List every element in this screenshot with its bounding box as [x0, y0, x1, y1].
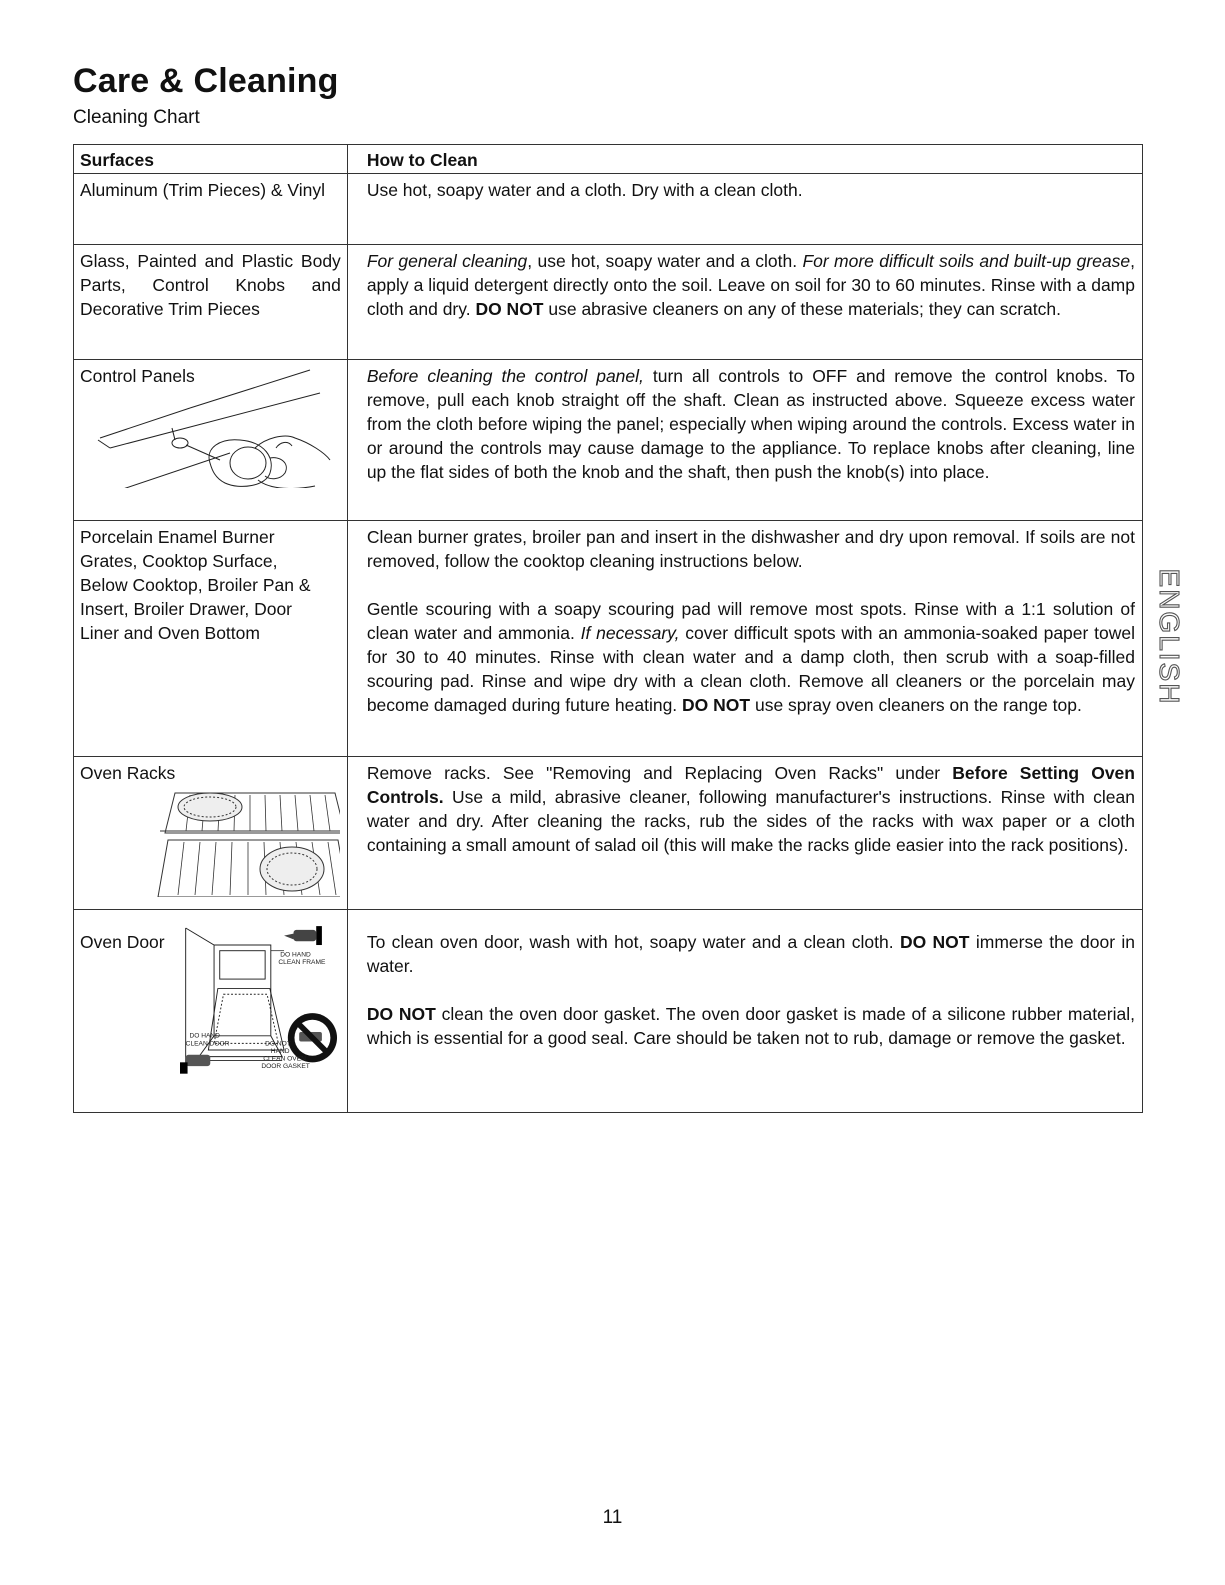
surface-oven-door: Oven Door	[80, 932, 165, 952]
table-row	[74, 757, 1143, 910]
table-row	[74, 360, 1143, 521]
body-text: Use a mild, abrasive cleaner, following manufacturer's instructions. Rinse with clean water and dry. After cleaning the racks, rub the sides of the racks with wax paper or a cloth containing a small amount of salad oil (this will make the racks glide easier into the rack positions).	[366, 787, 1135, 855]
emphasis-text: Before cleaning the control panel,	[366, 366, 644, 386]
section-reference: Before Setting Oven Controls.	[366, 763, 1135, 807]
oven-door-illustration	[180, 918, 341, 1078]
illus-label-door: DO HAND	[189, 1032, 220, 1040]
oven-racks-illustration	[80, 785, 340, 897]
surface-cell	[74, 360, 348, 521]
body-text: immerse the door in water.	[366, 932, 1135, 976]
how-cell	[347, 245, 1142, 360]
surface-oven-racks: Oven Racks	[80, 763, 176, 783]
page-subtitle: Cleaning Chart	[73, 107, 200, 128]
surface-glass: Glass, Painted and Plastic Body Parts, Control Knobs and Decorative Trim Pieces	[80, 251, 341, 319]
illus-label-frame: DO HAND	[280, 951, 311, 959]
body-text: , use hot, soapy water and a cloth.	[527, 251, 803, 271]
body-text: cover difficult spots with an ammonia-soaked paper towel for 30 to 40 minutes. Rinse with clean water and a damp cloth, then scrub with a soap-filled scouring pad. Rinse and wipe dry with a clean cloth. Remove all cleaners or the porcelain may become damaged during future heating.	[366, 623, 1135, 715]
how-porcelain-p2	[367, 597, 1135, 717]
surface-cell	[74, 174, 348, 245]
how-cell	[347, 174, 1142, 245]
emphasis-text: For more difficult soils and built-up grease	[802, 251, 1131, 271]
body-text: To clean oven door, wash with hot, soapy water and a clean cloth.	[366, 932, 900, 952]
body-text: , apply a liquid detergent directly onto the soil. Leave on soil for 30 to 60 minutes. Rinse with a damp cloth and dry.	[366, 251, 1135, 319]
surface-cell	[74, 521, 348, 757]
surface-control-panels: Control Panels	[80, 366, 195, 386]
table-row	[74, 521, 1143, 757]
how-glass	[367, 249, 1135, 321]
how-oven-racks	[367, 761, 1135, 857]
illus-label-gasket: DO NOT	[265, 1040, 291, 1048]
body-text: clean the oven door gasket. The oven door gasket is made of a silicone rubber material, which is essential for a good seal. Care should be taken not to rub, damage or remove the gasket.	[366, 1004, 1135, 1048]
body-text: use spray oven cleaners on the range top.	[750, 695, 1082, 715]
how-cell	[347, 757, 1142, 910]
illus-label-door-2: CLEAN DOOR	[185, 1040, 230, 1048]
header-how-to-clean: How to Clean	[347, 145, 1142, 174]
emphasis-text: If necessary,	[580, 623, 680, 643]
table-row	[74, 174, 1143, 245]
illus-label-gasket-3: CLEAN OVEN	[263, 1055, 306, 1063]
how-cell	[347, 910, 1142, 1113]
table-row	[74, 910, 1143, 1113]
surface-porcelain-enamel: Porcelain Enamel Burner Grates, Cooktop Surface, Below Cooktop, Broiler Pan & Insert, Broiler Drawer, Door Liner and Oven Bottom	[80, 527, 311, 643]
illus-label-gasket-2: HAND	[270, 1047, 290, 1055]
illus-label-gasket-4: DOOR GASKET	[261, 1063, 310, 1071]
emphasis-text: For general cleaning	[366, 251, 528, 271]
body-text: turn all controls to OFF and remove the control knobs. To remove, pull each knob straight off the shaft. Clean as instructed above. Squeeze excess water from the cloth before wiping the panel; especially when wiping around the controls. Excess water in or around the controls may cause damage to the appliance. To replace knobs after cleaning, line up the flat sides of both the knob and the shaft, then push the knob(s) into place.	[366, 366, 1136, 482]
illus-label-frame-2: CLEAN FRAME	[278, 958, 326, 966]
surface-cell	[74, 245, 348, 360]
body-text: Remove racks. See "Removing and Replacing Oven Racks" under	[366, 763, 953, 783]
table-row	[74, 245, 1143, 360]
warning-text: DO NOT	[682, 695, 751, 715]
warning-text: DO NOT	[475, 299, 544, 319]
how-cell	[347, 521, 1142, 757]
page-number: 11	[602, 1507, 623, 1528]
how-oven-door-p1	[367, 930, 1135, 978]
page-title: Care & Cleaning	[73, 62, 339, 100]
surface-aluminum: Aluminum (Trim Pieces) & Vinyl	[80, 180, 326, 200]
surface-cell	[74, 757, 348, 910]
body-text: Gentle scouring with a soapy scouring pad will remove most spots. Rinse with a 1:1 solution of clean water and ammonia.	[366, 599, 1135, 643]
header-surfaces: Surfaces	[74, 145, 348, 174]
cleaning-chart-table	[73, 144, 1143, 1113]
how-cell	[347, 360, 1142, 521]
how-oven-door-p2	[367, 1002, 1135, 1050]
how-control-panels	[367, 364, 1135, 484]
language-label: ENGLISH	[1154, 568, 1185, 706]
warning-text: DO NOT	[366, 1004, 436, 1024]
language-side-tab	[1150, 562, 1188, 712]
oven-door-surface-wrap	[80, 930, 341, 1078]
warning-text: DO NOT	[899, 932, 970, 952]
surface-cell	[74, 910, 348, 1113]
how-aluminum: Use hot, soapy water and a cloth. Dry with a clean cloth.	[366, 180, 803, 200]
table-header-row	[74, 145, 1143, 174]
how-porcelain-p1: Clean burner grates, broiler pan and insert in the dishwasher and dry upon removal. If soils are not removed, follow the cooktop cleaning instructions below.	[366, 527, 1135, 571]
body-text: use abrasive cleaners on any of these materials; they can scratch.	[543, 299, 1061, 319]
